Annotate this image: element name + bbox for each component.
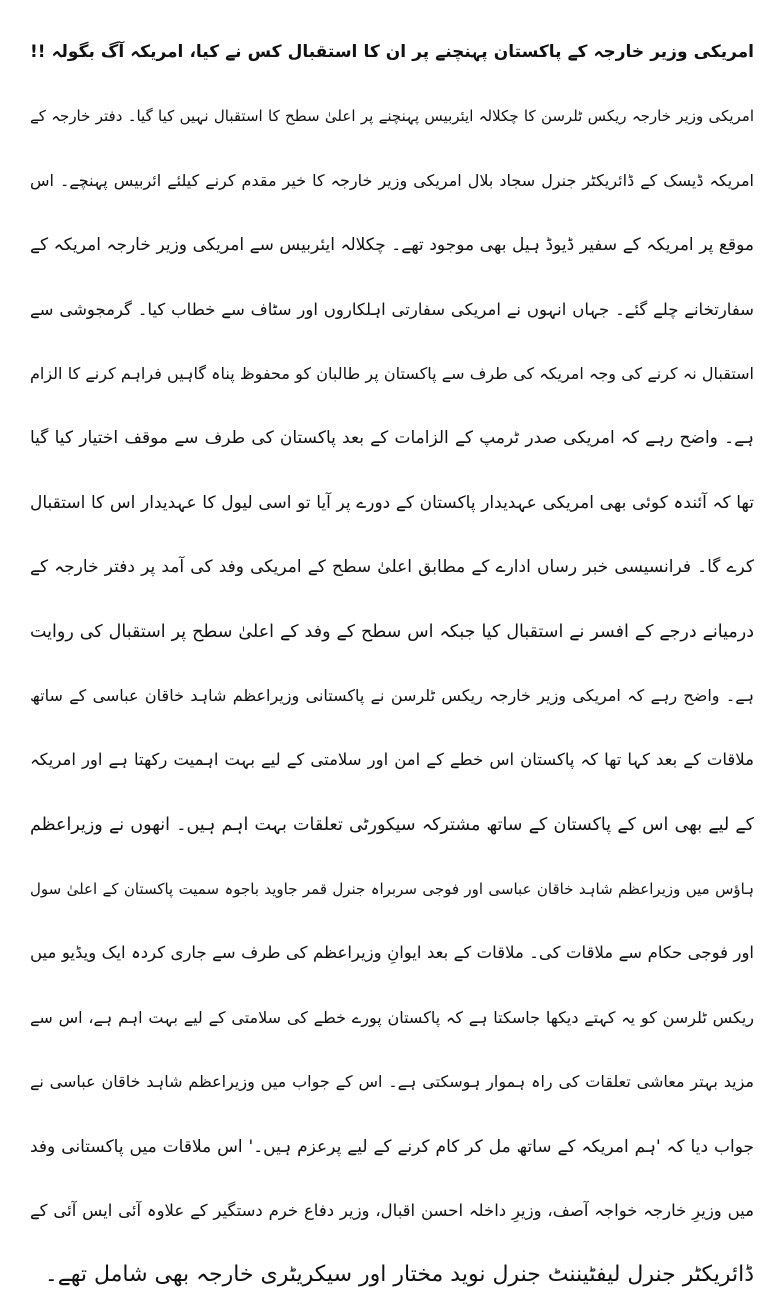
- article-last-line: ڈائریکٹر جنرل لیفٹیننٹ جنرل نوید مختار اور سیکریٹری خارجہ بھی شامل تھے۔: [44, 1262, 754, 1288]
- article-line: تھا کہ آئندہ کوئی بھی امریکی عہدیدار پاکستان کے دورے پر آیا تو اسی لیول کا عہدیدار اس کا استقبال: [30, 492, 754, 513]
- article-line: مزید بہتر معاشی تعلقات کی راہ ہموار ہوسکتی ہے۔ اس کے جواب میں وزیراعظم شاہد خاقان عباسی نے: [30, 1072, 754, 1092]
- article-line: موقع پر امریکہ کے سفیر ڈیوڈ ہیل بھی موجود تھے۔ چکلالہ ایئربیس سے امریکی وزیر خارجہ امریکہ کے: [30, 235, 754, 256]
- article-line: امریکہ ڈیسک کے ڈائریکٹر جنرل سجاد بلال امریکی وزیر خارجہ کا خیر مقدم کرنے کیلئے ائربیس پہنچے۔ اس: [30, 170, 754, 190]
- article-line: اور فوجی حکام سے ملاقات کی۔ ملاقات کے بعد ایوانِ وزیراعظم کی طرف سے جاری کردہ ایک ویڈیو میں: [30, 943, 754, 963]
- article-body: [30, 20, 754, 1308]
- article-line: ملاقات کے بعد کہا تھا کہ پاکستان اس خطے کے امن اور سلامتی کے لیے بہت اہمیت رکھتا ہے اور امریکہ: [30, 750, 754, 770]
- article-line: امریکی وزیر خارجہ ریکس ٹلرسن کا چکلالہ ایئربیس پہنچنے پر اعلیٰ سطح کا استقبال نہیں کیا گیا۔ دفتر خارجہ کے: [30, 107, 754, 126]
- article-headline: امریکی وزیر خارجہ کے پاکستان پہنچنے پر ان کا استقبال کس نے کیا، امریکہ آگ بگولہ !!: [30, 42, 754, 62]
- article-line: استقبال نہ کرنے کی وجہ امریکہ کی طرف سے پاکستان پر طالبان کو محفوظ پناہ گاہیں فراہم کرنے کا الزام: [30, 363, 754, 383]
- article-line: کرے گا۔ فرانسیسی خبر رساں ادارے کے مطابق اعلیٰ سطح کے امریکی وفد کی آمد پر دفتر خارجہ کے: [30, 557, 754, 578]
- article-line: ہے۔ واضح رہے کہ امریکی وزیر خارجہ ریکس ٹلرسن نے پاکستانی وزیراعظم شاہد خاقان عباسی کے ساتھ: [30, 685, 754, 705]
- article-line: کے لیے بھی اس کے پاکستان کے ساتھ مشترکہ سیکورٹی تعلقات بہت اہم ہیں۔ انھوں نے وزیراعظم: [30, 814, 754, 835]
- article-line: درمیانے درجے کے افسر نے استقبال کیا جبکہ اس سطح کے وفد کے اعلیٰ سطح پر استقبال کی روایت: [30, 621, 754, 642]
- article-line: ہے۔ واضح رہے کہ امریکی صدر ٹرمپ کے الزامات کے بعد پاکستان کی طرف سے موقف اختیار کیا گیا: [30, 428, 754, 449]
- article-line: ہاؤس میں وزیراعظم شاہد خاقان عباسی اور فوجی سربراہ جنرل قمر جاوید باجوہ سمیت پاکستان کے اعلیٰ سول: [30, 880, 754, 899]
- article-line: جواب دیا کہ 'ہم امریکہ کے ساتھ مل کر کام کرنے کے لیے پرعزم ہیں۔' اس ملاقات میں پاکستانی وفد: [30, 1136, 754, 1157]
- article-line: ریکس ٹلرسن کو یہ کہتے دیکھا جاسکتا ہے کہ پاکستان پورے خطے کی سلامتی کے لیے بہت اہم ہے، اس سے: [30, 1007, 754, 1027]
- article-line: سفارتخانے چلے گئے۔ جہاں انہوں نے امریکی سفارتی اہلکاروں اور سٹاف سے خطاب کیا۔ گرمجوشی سے: [30, 299, 754, 319]
- article-line: میں وزیرِ خارجہ خواجہ آصف، وزیرِ داخلہ احسن اقبال، وزیر دفاع خرم دستگیر کے علاوہ آئی ایس آئی کے: [30, 1201, 754, 1221]
